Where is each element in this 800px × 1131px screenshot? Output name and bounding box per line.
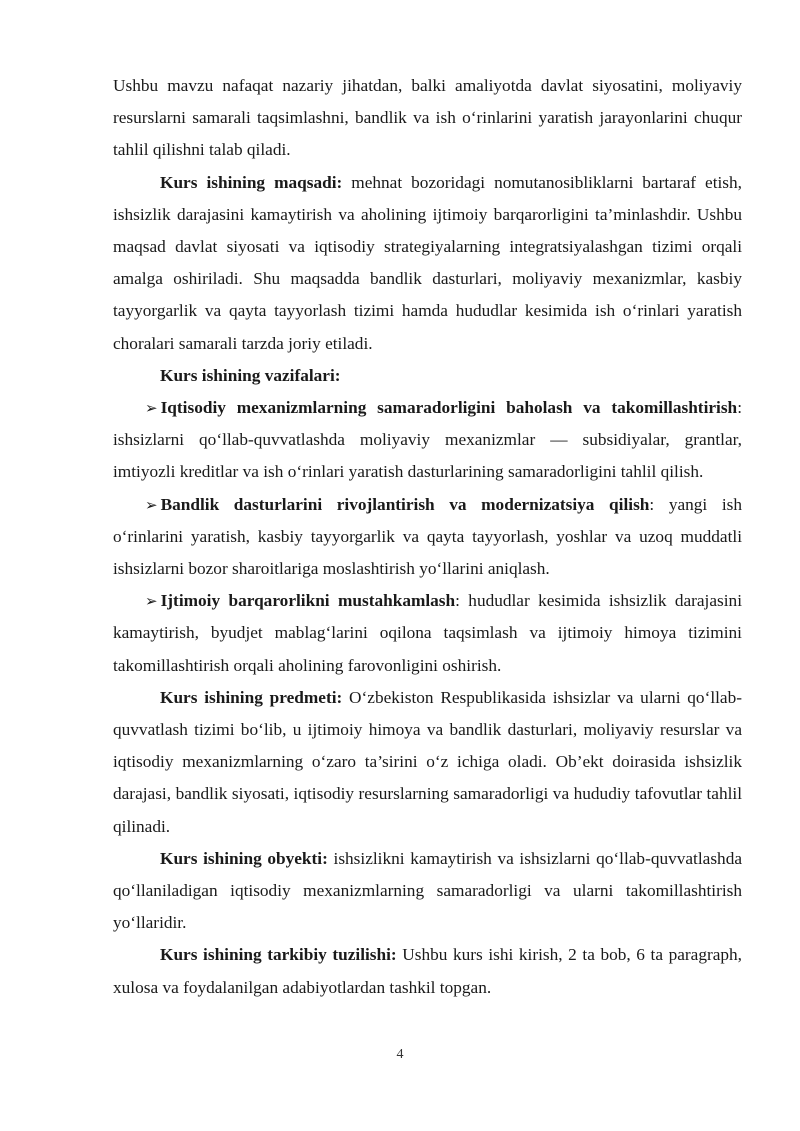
task-title: Ijtimoiy barqarorlikni mustahkamlash bbox=[160, 591, 456, 611]
structure-paragraph bbox=[113, 939, 742, 1003]
object-text: ishsizlikni kamaytirish va ishsizlarni qo‘llab-quvvatlashda qo‘llaniladigan iqtisodiy mexanizmlarning samaradorligi va ularni takomillashtirish yo‘llaridir. bbox=[113, 848, 743, 933]
arrow-bullet-icon: ➢ bbox=[145, 399, 158, 418]
arrow-bullet-icon: ➢ bbox=[145, 495, 158, 514]
body-text bbox=[113, 70, 742, 1004]
goal-heading: Kurs ishining maqsadi: bbox=[160, 172, 343, 192]
task-item bbox=[113, 585, 742, 682]
goal-paragraph bbox=[113, 167, 742, 360]
task-item bbox=[113, 489, 742, 586]
structure-heading: Kurs ishining tarkibiy tuzilishi: bbox=[160, 945, 397, 965]
intro-paragraph: Ushbu mavzu nafaqat nazariy jihatdan, balki amaliyotda davlat siyosatini, moliyaviy resurslarni samarali taqsimlashni, bandlik va ish o‘rinlarini yaratish jarayonlarini chuqur tahlil qilishni talab qiladi. bbox=[113, 76, 742, 160]
structure-text: Ushbu kurs ishi kirish, 2 ta bob, 6 ta paragraph, xulosa va foydalanilgan adabiyotlardan tashkil topgan. bbox=[113, 945, 742, 997]
task-text: : hududlar kesimida ishsizlik darajasini kamaytirish, byudjet mablag‘larini oqilona taqsimlash va ijtimoiy himoya tizimini takomillashtirish orqali aholining farovonligini oshirish. bbox=[113, 591, 742, 675]
tasks-heading-paragraph bbox=[113, 360, 742, 392]
subject-text: O‘zbekiston Respublikasida ishsizlar va ularni qo‘llab-quvvatlash tizimi bo‘lib, u ijtimoiy himoya va bandlik dasturlari, moliyaviy resurslar va iqtisodiy mexanizmlarning o‘zaro ta’sirini o‘z ichiga oladi. Ob’ekt doirasida ishsizlik darajasi, bandlik siyosati, iqtisodiy resurslarning samaradorligi va hududiy tafovutlar tahlil qilinadi. bbox=[113, 687, 742, 836]
page-number: 4 bbox=[396, 1047, 404, 1062]
object-heading: Kurs ishining obyekti: bbox=[160, 848, 328, 868]
goal-text: mehnat bozoridagi nomutanosibliklarni bartaraf etish, ishsizlik darajasini kamaytirish va aholining ijtimoiy barqarorligini ta’minlashdir. Ushbu maqsad davlat siyosati va iqtisodiy strategiyalarning integratsiyalashgan tizimi orqali amalga oshiriladi. Shu maqsadda bandlik dasturlari, moliyaviy mexanizmlar, kasbiy tayyorgarlik va qayta tayyorlash tizimi hamda hududlar kesimida ish o‘rinlari yaratish choralari samarali tarzda joriy etiladi. bbox=[113, 172, 742, 353]
subject-paragraph bbox=[113, 682, 742, 843]
task-text: : yangi ish o‘rinlarini yaratish, kasbiy tayyorgarlik va qayta tayyorlash, yoshlar va uzoq muddatli ishsizlarni bozor sharoitlariga moslashtirish yo‘llarini aniqlash. bbox=[113, 494, 742, 579]
task-text: : ishsizlarni qo‘llab-quvvatlashda moliyaviy mexanizmlar — subsidiyalar, grantlar, imtiyozli kreditlar va ish o‘rinlari yaratish dasturlarining samaradorligini tahlil qilish. bbox=[113, 398, 742, 482]
task-title: Iqtisodiy mexanizmlarning samaradorligini baholash va takomillashtirish bbox=[160, 398, 738, 418]
task-title: Bandlik dasturlarini rivojlantirish va modernizatsiya qilish bbox=[160, 494, 650, 514]
subject-heading: Kurs ishining predmeti: bbox=[160, 687, 343, 707]
object-paragraph bbox=[113, 843, 742, 940]
arrow-bullet-icon: ➢ bbox=[145, 592, 158, 611]
tasks-heading: Kurs ishining vazifalari: bbox=[160, 365, 341, 385]
task-item bbox=[113, 392, 742, 489]
